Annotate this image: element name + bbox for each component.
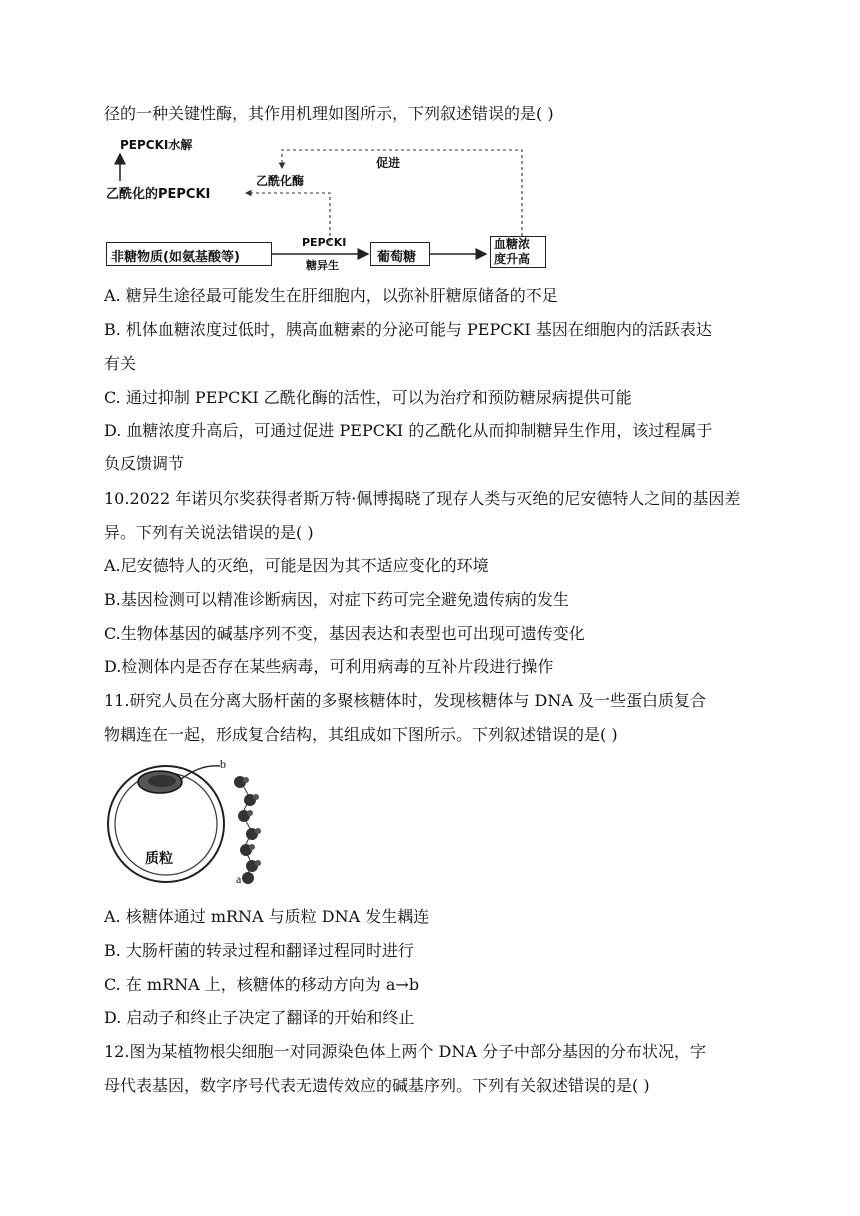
q11-stem-line1: 11.研究人员在分离大肠杆菌的多聚核糖体时，发现核糖体与 DNA 及一些蛋白质复合: [104, 691, 707, 710]
q9-option-b: B. 机体血糖浓度过低时，胰高血糖素的分泌可能与 PEPCKI 基因在细胞内的活跃表达: [104, 320, 712, 339]
q9-intro: 径的一种关键性酶，其作用机理如图所示，下列叙述错误的是( ): [104, 104, 554, 123]
label-a: a: [236, 872, 242, 886]
promote-label: 促进: [376, 156, 401, 170]
q11-option-c: C. 在 mRNA 上，核糖体的移动方向为 a→b: [104, 975, 420, 994]
q10-option-a: A.尼安德特人的灭绝，可能是因为其不适应变化的环境: [104, 556, 489, 575]
q9-option-d: D. 血糖浓度升高后，可通过促进 PEPCKI 的乙酰化从而抑制糖异生作用，该过程属于: [104, 421, 713, 440]
q10-option-c: C.生物体基因的碱基序列不变，基因表达和表型也可出现可遗传变化: [104, 624, 585, 643]
q11-stem-line2: 物耦连在一起，形成复合结构，其组成如下图所示。下列叙述错误的是( ): [104, 725, 618, 744]
plasmid-ribosome-figure: [100, 752, 300, 892]
acetylase-label: 乙酰化酶: [256, 174, 305, 188]
q12-stem-line1: 12.图为某植物根尖细胞一对同源染色体上两个 DNA 分子中部分基因的分布状况，字: [104, 1042, 707, 1061]
q12-stem-line2: 母代表基因，数字序号代表无遗传效应的碱基序列。下列有关叙述错误的是( ): [104, 1076, 650, 1095]
q10-stem-line1: 10.2022 年诺贝尔奖获得者斯万特·佩博揭晓了现存人类与灭绝的尼安德特人之间的基因差: [104, 489, 741, 508]
glucose-label: 葡萄糖: [377, 250, 417, 265]
q9-option-a: A. 糖异生途径最可能发生在肝细胞内，以弥补肝糖原储备的不足: [104, 286, 558, 305]
q11-option-a: A. 核糖体通过 mRNA 与质粒 DNA 发生耦连: [104, 907, 430, 926]
pepcki-hydrolysis-label: PEPCKI水解: [120, 138, 193, 152]
q9-option-b-cont: 有关: [104, 354, 137, 373]
label-b: b: [220, 757, 226, 771]
gluconeogenesis-label: 糖异生: [306, 259, 339, 272]
q11-option-b: B. 大肠杆菌的转录过程和翻译过程同时进行: [104, 941, 414, 960]
glucose-rise-line2: 度升高: [494, 252, 531, 266]
glucose-rise-box: [490, 236, 546, 268]
q11-option-d: D. 启动子和终止子决定了翻译的开始和终止: [104, 1008, 415, 1027]
q10-stem-line2: 异。下列有关说法错误的是( ): [104, 523, 314, 542]
q10-option-d: D.检测体内是否存在某些病毒，可利用病毒的互补片段进行操作: [104, 657, 554, 676]
q9-option-d-cont: 负反馈调节: [104, 454, 185, 473]
acetylated-pepcki-label: 乙酰化的PEPCKI: [106, 187, 211, 202]
glucose-box: [370, 242, 430, 266]
nonsugar-label: 非糖物质(如氨基酸等): [111, 250, 240, 265]
q10-option-b: B.基因检测可以精准诊断病因，对症下药可完全避免遗传病的发生: [104, 590, 569, 609]
pepcki-label: PEPCKI: [302, 236, 347, 249]
glucose-rise-line1: 血糖浓: [494, 237, 531, 251]
q9-option-c: C. 通过抑制 PEPCKI 乙酰化酶的活性，可以为治疗和预防糖尿病提供可能: [104, 388, 632, 407]
plasmid-label: 质粒: [145, 851, 173, 867]
nonsugar-box: [106, 242, 272, 266]
